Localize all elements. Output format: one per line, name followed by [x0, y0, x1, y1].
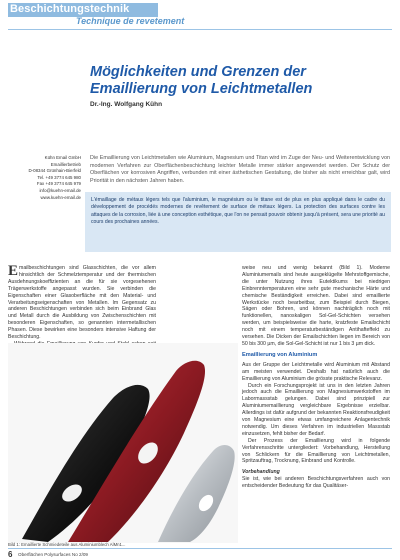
section-title: Beschichtungstechnik	[10, 3, 130, 15]
col2-paragraph-2: Durch ein Forschungsprojekt ist uns in den letzten Jahren jedoch auch die Emaillierung von Magnesiumwerkstoffen im Labormassstab gelungen. Dabei sind prinzipiell zur Aluminiumemaillierung vergleichbare Ergebnisse erzielbar. Allerdings ist dafür aufgrund der bekannten Reaktionsfreudigkeit von Magnesium eine etwas umfangreichere Anlagentechnik notwendig. Um dieses Verfahren im industriellen Massstab einzusetzen, fehlt bisher der Bedarf.	[242, 382, 390, 437]
col1-p1-text: mailbeschichtungen sind Glasschichten, die vor allem hinsichtlich der Schmelztemperatur und der thermischen Ausdehnungskoeffizienten an die für sie vorgesehenen Trägerwerkstoffe angepasst wurden. Sie verbinden die Eigenschaften einer Glasoberfläche mit den Material- und Verarbeitungseigenschaften von Metallen. Im Gegensatz zu anderen Beschichtungen verbinden sich beim Einbrand Glas und Metall durch die Ausbildung von Zwischenschichten mit besonderen Eigenschaften, so genannten intermetallischen Phasen. Diese bewirken eine besonders intensive Haftung der Beschichtung.	[8, 265, 156, 341]
figure-photo	[8, 343, 238, 543]
page-footer	[0, 548, 400, 560]
contact-block	[6, 155, 81, 201]
contact-address: D-08344 Grünhain-Bierfeld	[28, 168, 81, 174]
publication-info: Oberflächen Polysurfaces No 2/09	[18, 552, 88, 557]
col1-paragraph-1	[8, 265, 156, 341]
contact-company: Kühn Email GmbH	[44, 155, 81, 160]
col2-paragraph-0: weise neu und wenig bekannt (Bild 1). Moderne Aluminiumemails sind heute ausgeklügelte Mehrstoffgemische, die unter Nutzung ihres Eutektikums bei niedrigen Einbrenntemperaturen eine sehr gute mechanische Härte und chemische Beständigkeit erreichen. Dabei sind emaillierte Werkstücke noch bearbeitbar, zum Beispiel durch Biegen, Sägen oder Bohren, und können nachträglich noch mit funktionellen, nanoskaligen Sol-Gel-Schichten versehen werden, um beispielsweise die harte, kratzfeste Emailschicht noch mit einem temperaturbeständigen Antihafteffekt zu versehen. Die Dicken der Emailschichten liegen im Bereich von 50 bis 300 µm, die Sol-Gel-Schicht ist nur 1 bis 3 µm dick.	[242, 265, 390, 347]
drop-cap: E	[8, 263, 19, 279]
french-summary-box: L'émaillage de métaux légers tels que l'aluminium, le magnésium ou le titane est de plus en plus appliqué dans le cadre du développement de procédés modernes de revêtement de surface de métaux légers. La protection des surfaces contre les attaques de la corrosion, liée à une conception esthétique, que l'on ne pensait pouvoir obtenir jusqu'à présent, sera une priorité au cours des prochaines années.	[85, 192, 391, 252]
page-number: 6	[8, 550, 13, 559]
footer-rule	[8, 548, 392, 549]
section-subtitle: Technique de revetement	[76, 16, 185, 26]
section-heading: Emaillierung von Aluminium	[242, 351, 318, 358]
subheading: Vorbehandlung	[242, 469, 280, 476]
contact-website[interactable]: www.kuehn-email.de	[40, 194, 81, 200]
col2-paragraph-4: Sie ist, wie bei anderen Beschichtungsverfahren auch von entscheidender Bedeutung für das Qualitäser-	[242, 476, 390, 490]
contact-phone: Tel. +49 3774 645 980	[37, 174, 81, 180]
col2-paragraph-1: Aus der Gruppe der Leichtmetalle wird Aluminium mit Abstand am meisten verwendet. Deshalb hat natürlich auch die Emaillierung von Aluminium die grösste praktische Relevanz.	[242, 361, 390, 382]
figure-caption: Bild 1: Emaillierte Schmiedeteile aus Aluminiumblech AlMn1...	[8, 542, 126, 547]
contact-fax: Fax +49 3774 645 979	[36, 181, 81, 187]
col2-paragraph-3: Der Prozess der Emaillierung wird in folgende Verfahrensschritte untergliedert: Vorbehandlung, Herstellung von Schlickern für die Emaillierung von Leichtmetallen, Spritzauftrag, Trocknung, Einbrand und Kontrolle.	[242, 437, 390, 465]
intro-paragraph: Die Emaillierung von Leichtmetallen wie Aluminium, Magnesium und Titan wird im Zuge der Neu- und Weiterentwicklung von modernen Verfahren zur Oberflächenbeschichtung leichter Metalle immer stärker angewendet werden. Der Schutz der Oberflächen vor korrosiven Angriffen, verbunden mit einer ästhetischen Gestaltung, die bisher als nicht erreichbar galt, wird Priorität in den nächsten Jahren haben.	[90, 155, 390, 184]
body-column-2	[242, 265, 390, 490]
contact-department: Emaillierbetrieb	[50, 161, 81, 167]
header-rule	[8, 29, 392, 30]
page-header	[0, 0, 400, 34]
contact-email[interactable]: info@kuehn-email.de	[39, 187, 81, 193]
article-title: Möglichkeiten und Grenzen der Emaillierung von Leichtmetallen	[90, 64, 313, 97]
article-author: Dr.-Ing. Wolfgang Kühn	[90, 101, 163, 108]
enamelled-parts-illustration	[8, 343, 238, 543]
